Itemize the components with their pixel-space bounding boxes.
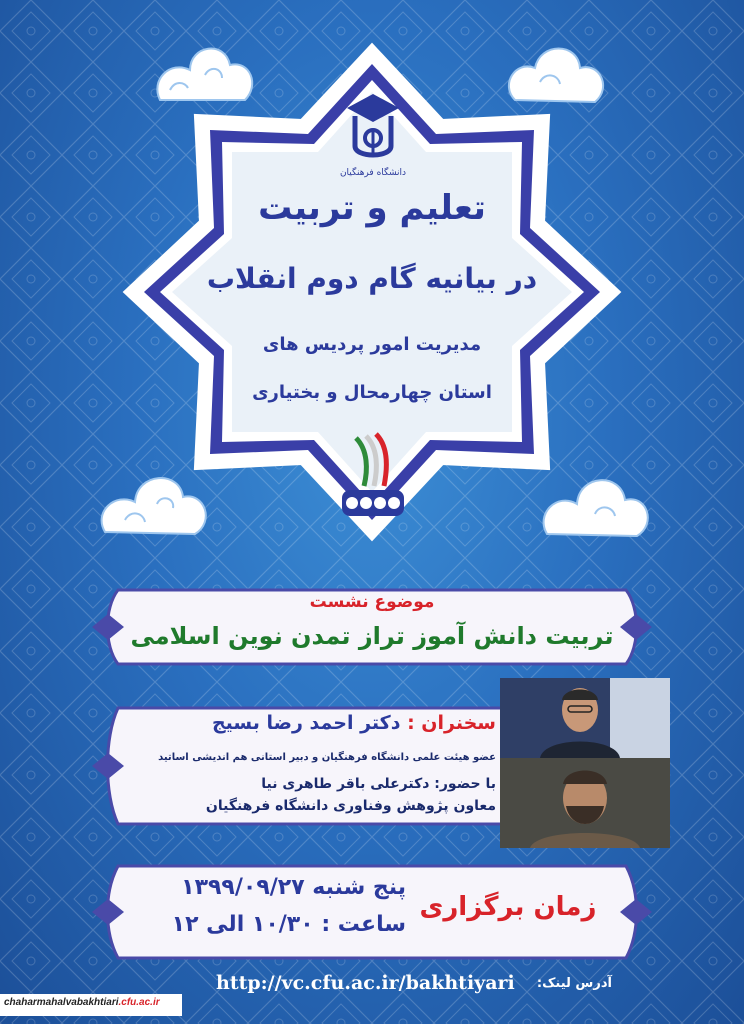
guest-photo [500, 758, 670, 848]
poster-title: تعلیم و تربیت [258, 188, 486, 228]
schedule-label: زمان برگزاری [419, 892, 597, 922]
speaker-label: سخنران : [407, 712, 496, 734]
schedule-time: ساعت : ۱۰/۳۰ الی ۱۲ [171, 912, 406, 937]
logo-caption: دانشگاه فرهنگیان [339, 168, 407, 178]
flag-emblem-icon [338, 430, 408, 520]
topic-text: تربیت دانش آموز تراز تمدن نوین اسلامی [130, 622, 614, 650]
footer-site-accent: .cfu.ac.ir [118, 997, 160, 1008]
guest-presence: با حضور: دکترعلی باقر طاهری نیا [261, 776, 496, 792]
poster-subtitle: در بیانیه گام دوم انقلاب [206, 262, 538, 295]
schedule-date: پنج شنبه ۱۳۹۹/۰۹/۲۷ [181, 875, 406, 900]
university-logo-icon [343, 90, 403, 170]
speaker-name-line [212, 712, 496, 734]
topic-label: موضوع نشست [309, 592, 435, 612]
speaker-name: دکتر احمد رضا بسیج [211, 712, 401, 734]
footer-site[interactable] [4, 997, 160, 1008]
management-line-2: استان چهارمحال و بختیاری [252, 382, 492, 403]
link-label: آدرس لینک: [536, 976, 612, 991]
management-line-1: مدیریت امور پردیس های [262, 334, 482, 355]
speaker-role: عضو هیئت علمی دانشگاه فرهنگیان و دبیر استانی هم اندیشی اساتید [158, 752, 496, 763]
meeting-link[interactable]: http://vc.cfu.ac.ir/bakhtiyari [216, 972, 515, 994]
speaker-photo [500, 678, 670, 758]
guest-role: معاون پژوهش وفناوری دانشگاه فرهنگیان [205, 798, 496, 814]
footer-site-main: chaharmahalvabakhtiari [4, 997, 119, 1008]
